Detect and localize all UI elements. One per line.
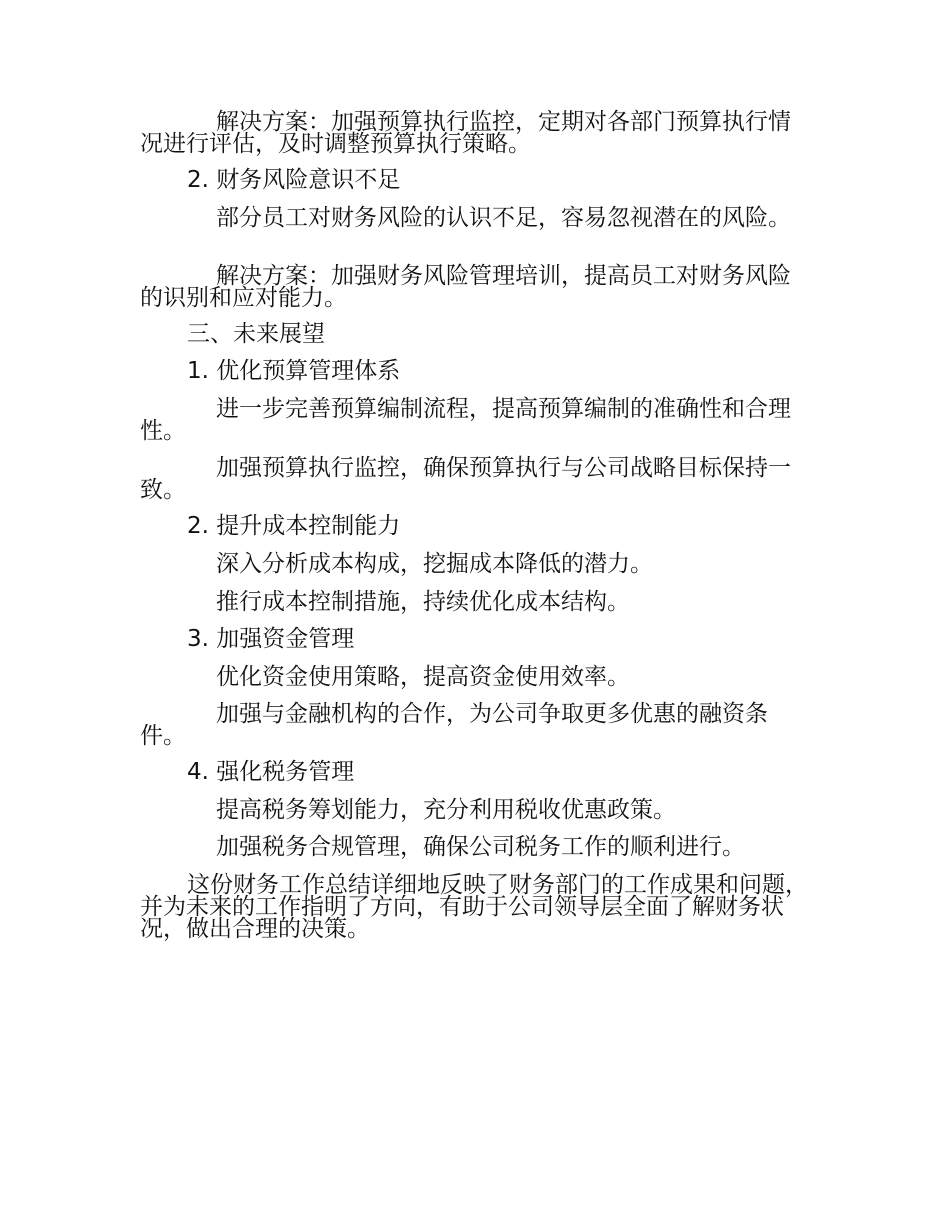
paragraph-budget-monitoring: 加强预算执行监控，确保预算执行与公司战略目标保持一致。 <box>140 455 791 503</box>
paragraph-fund-strategy: 优化资金使用策略，提高资金使用效率。 <box>216 664 630 690</box>
heading-future-outlook: 三、未来展望 <box>187 321 325 347</box>
heading-risk-awareness: 2. 财务风险意识不足 <box>187 167 401 193</box>
paragraph-financial-institutions: 加强与金融机构的合作，为公司争取更多优惠的融资条件。 <box>140 701 768 749</box>
solution-paragraph-budget: 解决方案：加强预算执行监控，定期对各部门预算执行情况进行评估，及时调整预算执行策略。 <box>140 109 791 157</box>
paragraph-cost-measures: 推行成本控制措施，持续优化成本结构。 <box>216 589 630 615</box>
heading-fund-management: 3. 加强资金管理 <box>187 626 355 652</box>
paragraph-cost-analysis: 深入分析成本构成，挖掘成本降低的潜力。 <box>216 551 653 577</box>
heading-tax-management: 4. 强化税务管理 <box>187 759 355 785</box>
paragraph-risk-awareness: 部分员工对财务风险的认识不足，容易忽视潜在的风险。 <box>216 205 791 231</box>
paragraph-budget-process: 进一步完善预算编制流程，提高预算编制的准确性和合理性。 <box>140 396 791 444</box>
paragraph-tax-compliance: 加强税务合规管理，确保公司税务工作的顺利进行。 <box>216 834 745 860</box>
summary-paragraph: 这份财务工作总结详细地反映了财务部门的工作成果和问题，并为未来的工作指明了方向，有助于公司领导层全面了解财务状况，做出合理的决策。 <box>140 872 808 942</box>
paragraph-tax-planning: 提高税务筹划能力，充分利用税收优惠政策。 <box>216 797 676 823</box>
heading-optimize-budget: 1. 优化预算管理体系 <box>187 358 401 384</box>
solution-paragraph-risk: 解决方案：加强财务风险管理培训，提高员工对财务风险的识别和应对能力。 <box>140 263 791 311</box>
heading-cost-control: 2. 提升成本控制能力 <box>187 513 401 539</box>
